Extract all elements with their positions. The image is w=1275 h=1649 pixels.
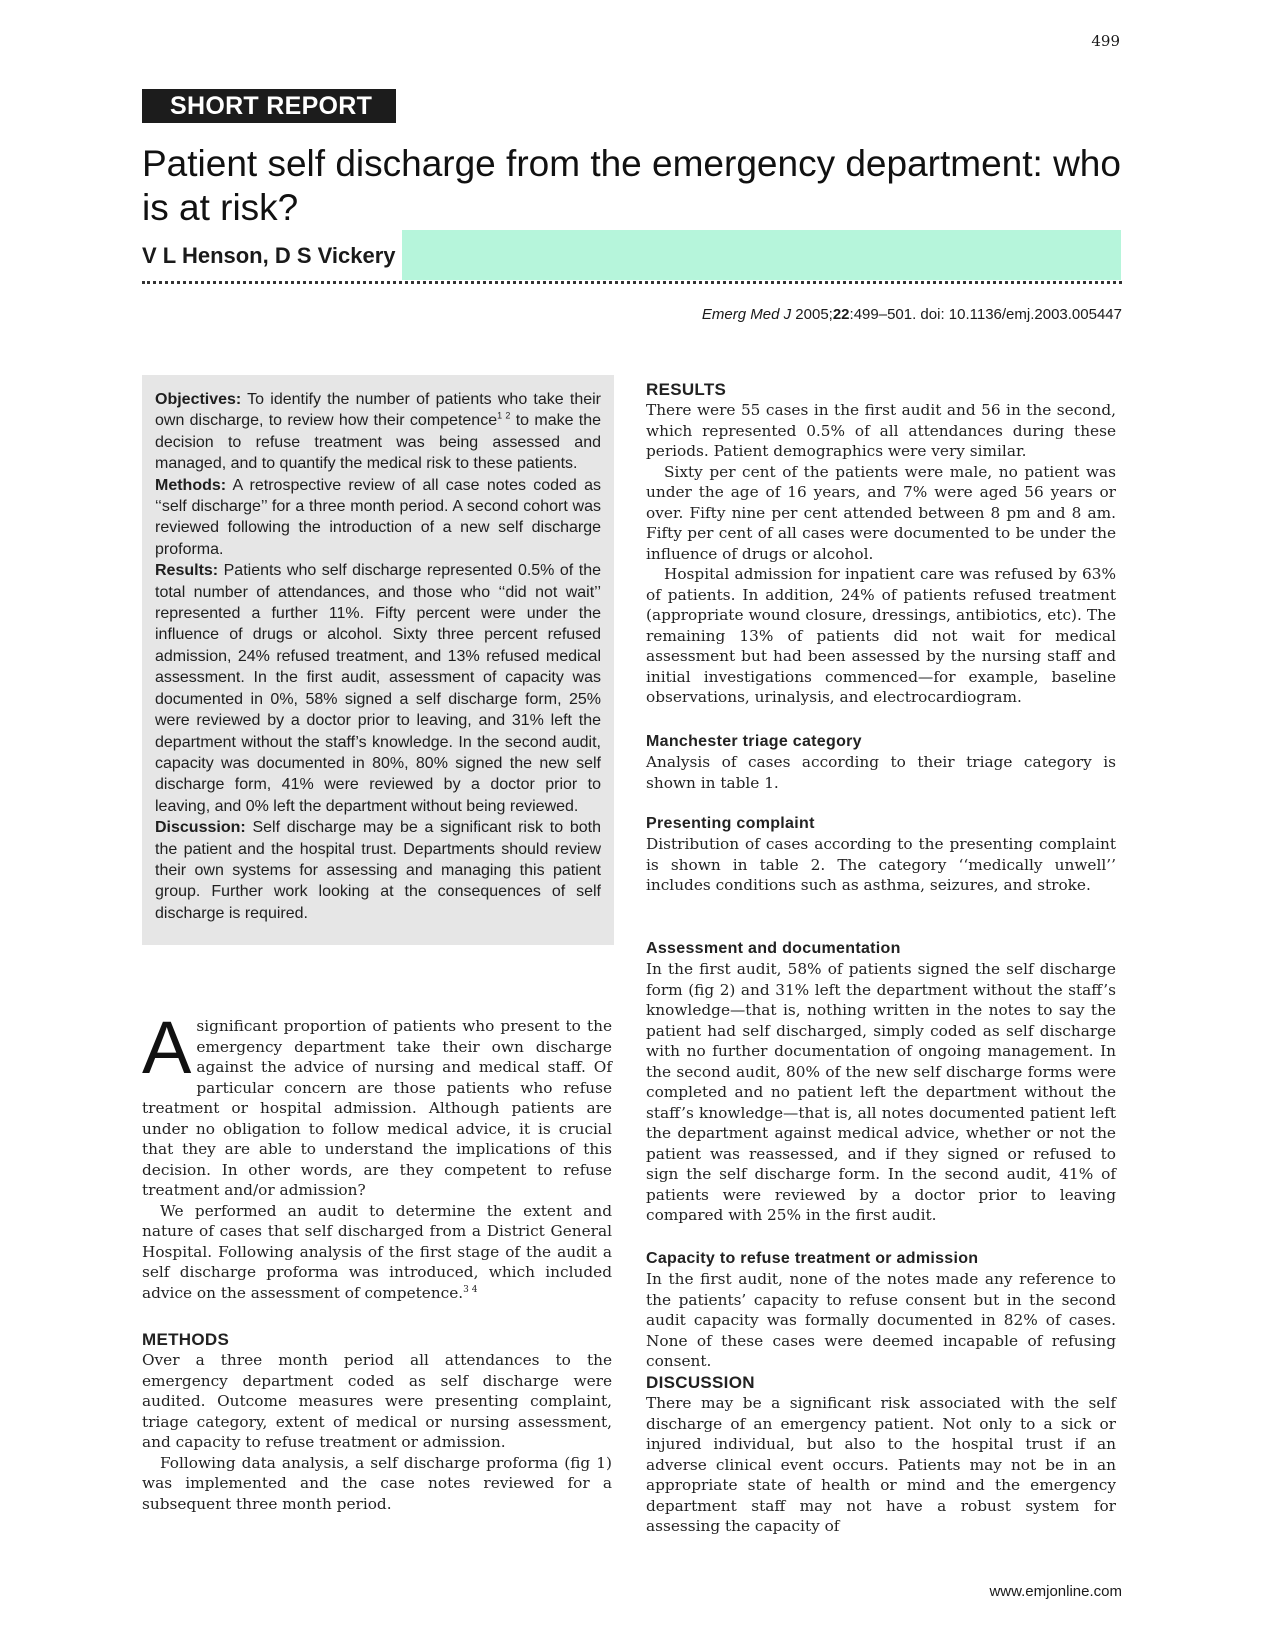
journal-website: www.emjonline.com [989,1583,1122,1600]
citation-year: 2005; [791,306,833,323]
methods-heading: METHODS [142,1330,230,1349]
complaint-subsection [646,814,1116,896]
abstract-results-text: Patients who self discharge represented 0.5% of the total number of attendances, and those who ‘‘did not wait’’ represented a further 11%. Fifty percent were under the influence of drugs or alcohol. Sixty three percent refused admission, 24% refused treatment, and 13% refused medical assessment. In the first audit, assessment of capacity was documented in 0%, 58% signed a self discharge form, 25% were reviewed by a doctor prior to leaving, and 31% left the department without the staff’s knowledge. In the second audit, capacity was documented in 80%, 80% signed the new self discharge form, 41% were reviewed by a doctor prior to leaving, and 0% left the department without being reviewed. [155,562,601,815]
results-paragraph-1: There were 55 cases in the first audit and 56 in the second, which represented 0.5% of all attendances during these periods. Patient demographics were very similar. [646,401,1116,460]
page-number: 499 [1091,32,1120,50]
section-label: SHORT REPORT [142,89,396,123]
discussion-text: There may be a significant risk associated with the self discharge of an emergency patient. Not only to a sick or injured individual, but also to the hospital trust if an adverse clinical event occurs. Patients may not be in an appropriate state of health or mind and the emergency department staff may not have a robust system for assessing the capacity of [646,1394,1116,1535]
triage-heading: Manchester triage category [646,733,862,750]
reference-superscript: 3 4 [463,1284,478,1295]
intro-paragraph-1 [142,1006,612,1201]
assessment-heading: Assessment and documentation [646,940,901,957]
intro-paragraph-2 [142,1201,612,1304]
abstract-box [142,375,614,945]
complaint-heading: Presenting complaint [646,815,815,832]
results-heading: RESULTS [646,380,727,399]
abstract-results-label: Results: [155,562,219,580]
abstract-discussion [155,817,601,924]
drop-cap: A [142,1006,192,1089]
capacity-heading: Capacity to refuse treatment or admission [646,1250,979,1267]
methods-section [142,1330,612,1514]
author-highlight-band [402,230,1121,280]
reference-superscript: 1 2 [497,411,511,422]
header-divider [142,281,1122,284]
abstract-objectives-text: To identify the number of patients who take their own discharge, to review how their competence [155,391,601,430]
triage-subsection [646,732,1116,793]
abstract-objectives-text-continued: to make the decision to refuse treatment was being assessed and managed, and to quantify the medical risk to these patients. [155,412,602,473]
results-paragraph-3: Hospital admission for inpatient care was refused by 63% of patients. In addition, 24% of patients refused treatment (appropriate wound closure, dressings, antibiotics, etc). The remaining 13% of patients did not wait for medical assessment but had been assessed by the nursing staff and initial investigations commenced—for example, baseline observations, urinalysis, and electrocardiogram. [646,565,1116,706]
complaint-text: Distribution of cases according to the presenting complaint is shown in table 2. The category ‘‘medically unwell’’ includes conditions such as asthma, seizures, and stroke. [646,835,1116,894]
citation-volume: 22 [832,306,850,323]
citation-line [600,306,1122,323]
assessment-text: In the first audit, 58% of patients signed the self discharge form (fig 2) and 31% left the department without the staff’s knowledge—that is, nothing written in the notes to say the patient had self discharged, simply coded as self discharge with no further documentation of ongoing management. In the second audit, 80% of the new self discharge forms were completed and no patient left the department without the staff’s knowledge—that is, all notes documented patient left the department against medical advice, whether or not the patient was reassessed, and if they signed or refused to sign the self discharge form. In the second audit, 41% of patients were reviewed by a doctor prior to leaving compared with 25% in the first audit. [646,960,1116,1224]
results-paragraph-2: Sixty per cent of the patients were male, no patient was under the age of 16 years, and 7% were aged 56 years or over. Fifty nine per cent attended between 8 pm and 8 am. Fifty per cent of all cases were documented to be under the influence of drugs or alcohol. [646,462,1116,563]
discussion-heading: DISCUSSION [646,1373,755,1392]
results-section [646,380,1116,708]
discussion-section [646,1373,1116,1537]
introduction-section [142,1006,612,1303]
abstract-methods [155,475,601,561]
triage-text: Analysis of cases according to their triage category is shown in table 1. [646,753,1116,792]
intro-paragraph-2-text: We performed an audit to determine the extent and nature of cases that self discharged from a District General Hospital. Following analysis of the first stage of the audit a self discharge proforma was introduced, which included advice on the assessment of competence. [142,1201,612,1302]
abstract-results [155,560,601,817]
author-list: V L Henson, D S Vickery [142,243,396,268]
assessment-subsection [646,939,1116,1226]
methods-paragraph-2: Following data analysis, a self discharge proforma (fig 1) was implemented and the case notes reviewed for a subsequent three month period. [142,1453,612,1513]
abstract-discussion-text: Self discharge may be a significant risk to both the patient and the hospital trust. Departments should review their own systems for assessing and managing this patient group. Further work looking at the consequences of self discharge is required. [155,819,601,922]
article-title: Patient self discharge from the emergency department: who is at risk? [142,143,1121,228]
capacity-subsection [646,1249,1116,1372]
abstract-objectives-label: Objectives: [155,391,242,408]
citation-journal: Emerg Med J [701,306,792,323]
abstract-methods-text: A retrospective review of all case notes coded as ‘‘self discharge’’ for a three month period. A second cohort was reviewed following the introduction of a new self discharge proforma. [155,476,601,558]
abstract-objectives [155,389,601,475]
capacity-text: In the first audit, none of the notes made any reference to the patients’ capacity to refuse consent but in the second audit capacity was formally documented in 82% of cases. None of these cases were deemed incapable of refusing consent. [646,1270,1116,1370]
methods-paragraph-1: Over a three month period all attendances to the emergency department coded as self discharge were audited. Outcome measures were presenting complaint, triage category, extent of medical or nursing assessment, and capacity to refuse treatment or admission. [142,1351,612,1451]
abstract-discussion-label: Discussion: [155,819,246,837]
citation-pages-doi: :499–501. doi: 10.1136/emj.2003.005447 [849,306,1122,323]
intro-paragraph-1-text: significant proportion of patients who present to the emergency department take their own discharge against the advice of nursing and medical staff. Of particular concern are those patients who refuse treatment or hospital admission. Although patients are under no obligation to follow medical advice, it is crucial that they are able to understand the implications of this decision. In other words, are they competent to refuse treatment and/or admission? [142,1017,612,1199]
abstract-methods-label: Methods: [155,476,227,494]
